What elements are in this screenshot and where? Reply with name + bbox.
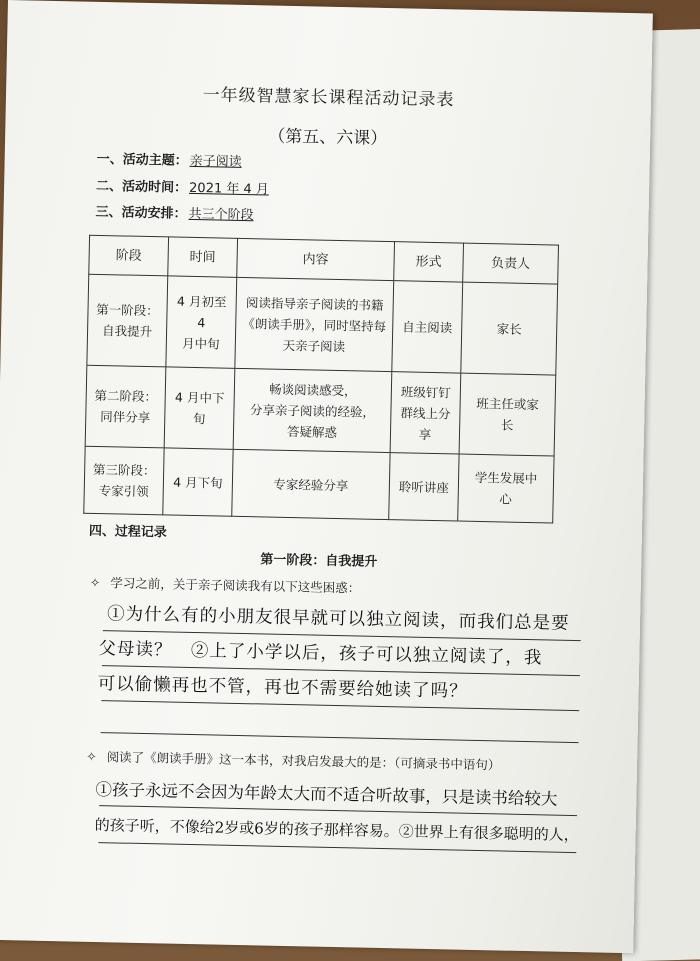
cell-time: 4 月下旬: [163, 448, 233, 516]
cell-owner: 学生发展中 心: [458, 454, 554, 523]
cell-form: 聆听讲座: [389, 453, 459, 521]
document-subtitle: （第五、六课）: [267, 126, 388, 149]
handwritten-line: 的孩子听，不像给2岁或6岁的孩子那样容易。②世界上有很多聪明的人，: [94, 815, 579, 845]
header-stage: 阶段: [89, 235, 169, 276]
table-row: [87, 274, 558, 375]
item-time: [96, 175, 269, 198]
answer-rule: [98, 842, 576, 853]
cell-stage: 第三阶段： 专家引领: [84, 446, 164, 515]
question-2: [86, 747, 501, 774]
item-value: 共三个阶段: [188, 206, 254, 224]
handwritten-line: ①孩子永远不会因为年龄太大而不适合听故事，只是读书给较大: [95, 780, 558, 809]
phase-heading: 第一阶段：自我提升: [260, 552, 378, 570]
answer-rule: [101, 700, 579, 711]
handwritten-line: 可以偷懒再也不管，再也不需要给她读了吗？: [97, 674, 468, 702]
answer-rule: [101, 732, 579, 743]
section-heading: 四、过程记录: [88, 523, 168, 541]
question-1: [90, 573, 361, 597]
cell-time: 4 月初至 4 月中旬: [166, 276, 237, 368]
handwritten-line: 父母读？ ②上了小学以后，孩子可以独立阅读了，我: [98, 639, 543, 669]
cell-time: 4 月中下 旬: [164, 367, 235, 449]
question-text: 学习之前，关于亲子阅读我有以下这些困惑：: [110, 575, 361, 596]
item-label: 一、活动主题：: [96, 151, 188, 169]
table-row: [84, 446, 554, 523]
cell-content: 阅读指导亲子阅读的书籍 《朗读手册》，同时坚持每 天亲子阅读: [235, 277, 394, 371]
document-title: 一年级智慧家长课程活动记录表: [202, 85, 455, 111]
item-label: 三、活动安排：: [95, 204, 187, 222]
handwritten-line: ①为什么有的小朋友很早就可以独立阅读，而我们总是要: [106, 604, 570, 634]
header-content: 内容: [237, 238, 395, 280]
diamond-bullet-icon: ✧: [86, 748, 97, 765]
cell-stage: 第一阶段： 自我提升: [87, 274, 168, 367]
cell-form: 班级钉钉 群线上分 享: [390, 372, 461, 454]
question-text: 阅读了《朗读手册》这一本书，对我启发最大的是：（可摘录书中语句）: [106, 749, 501, 773]
table-row: [85, 365, 556, 456]
cell-content: 专家经验分享: [232, 449, 390, 519]
cell-content: 畅谈阅读感受， 分享亲子阅读的经验， 答疑解惑: [233, 368, 392, 452]
header-form: 形式: [394, 242, 464, 282]
diamond-bullet-icon: ✧: [89, 574, 101, 591]
cell-owner: 家长: [461, 282, 558, 375]
header-time: 时间: [168, 237, 238, 277]
cell-stage: 第二阶段： 同伴分享: [85, 365, 166, 448]
cell-form: 自主阅读: [392, 281, 463, 373]
item-theme: [97, 148, 242, 170]
cell-owner: 班主任或家 长: [459, 373, 556, 456]
item-label: 二、活动时间：: [95, 178, 188, 196]
item-value: 2021 年 4 月: [188, 180, 270, 198]
item-value: 亲子阅读: [189, 153, 242, 170]
activity-table: [83, 235, 559, 524]
item-arrangement: [95, 201, 253, 223]
header-owner: 负责人: [463, 243, 559, 284]
